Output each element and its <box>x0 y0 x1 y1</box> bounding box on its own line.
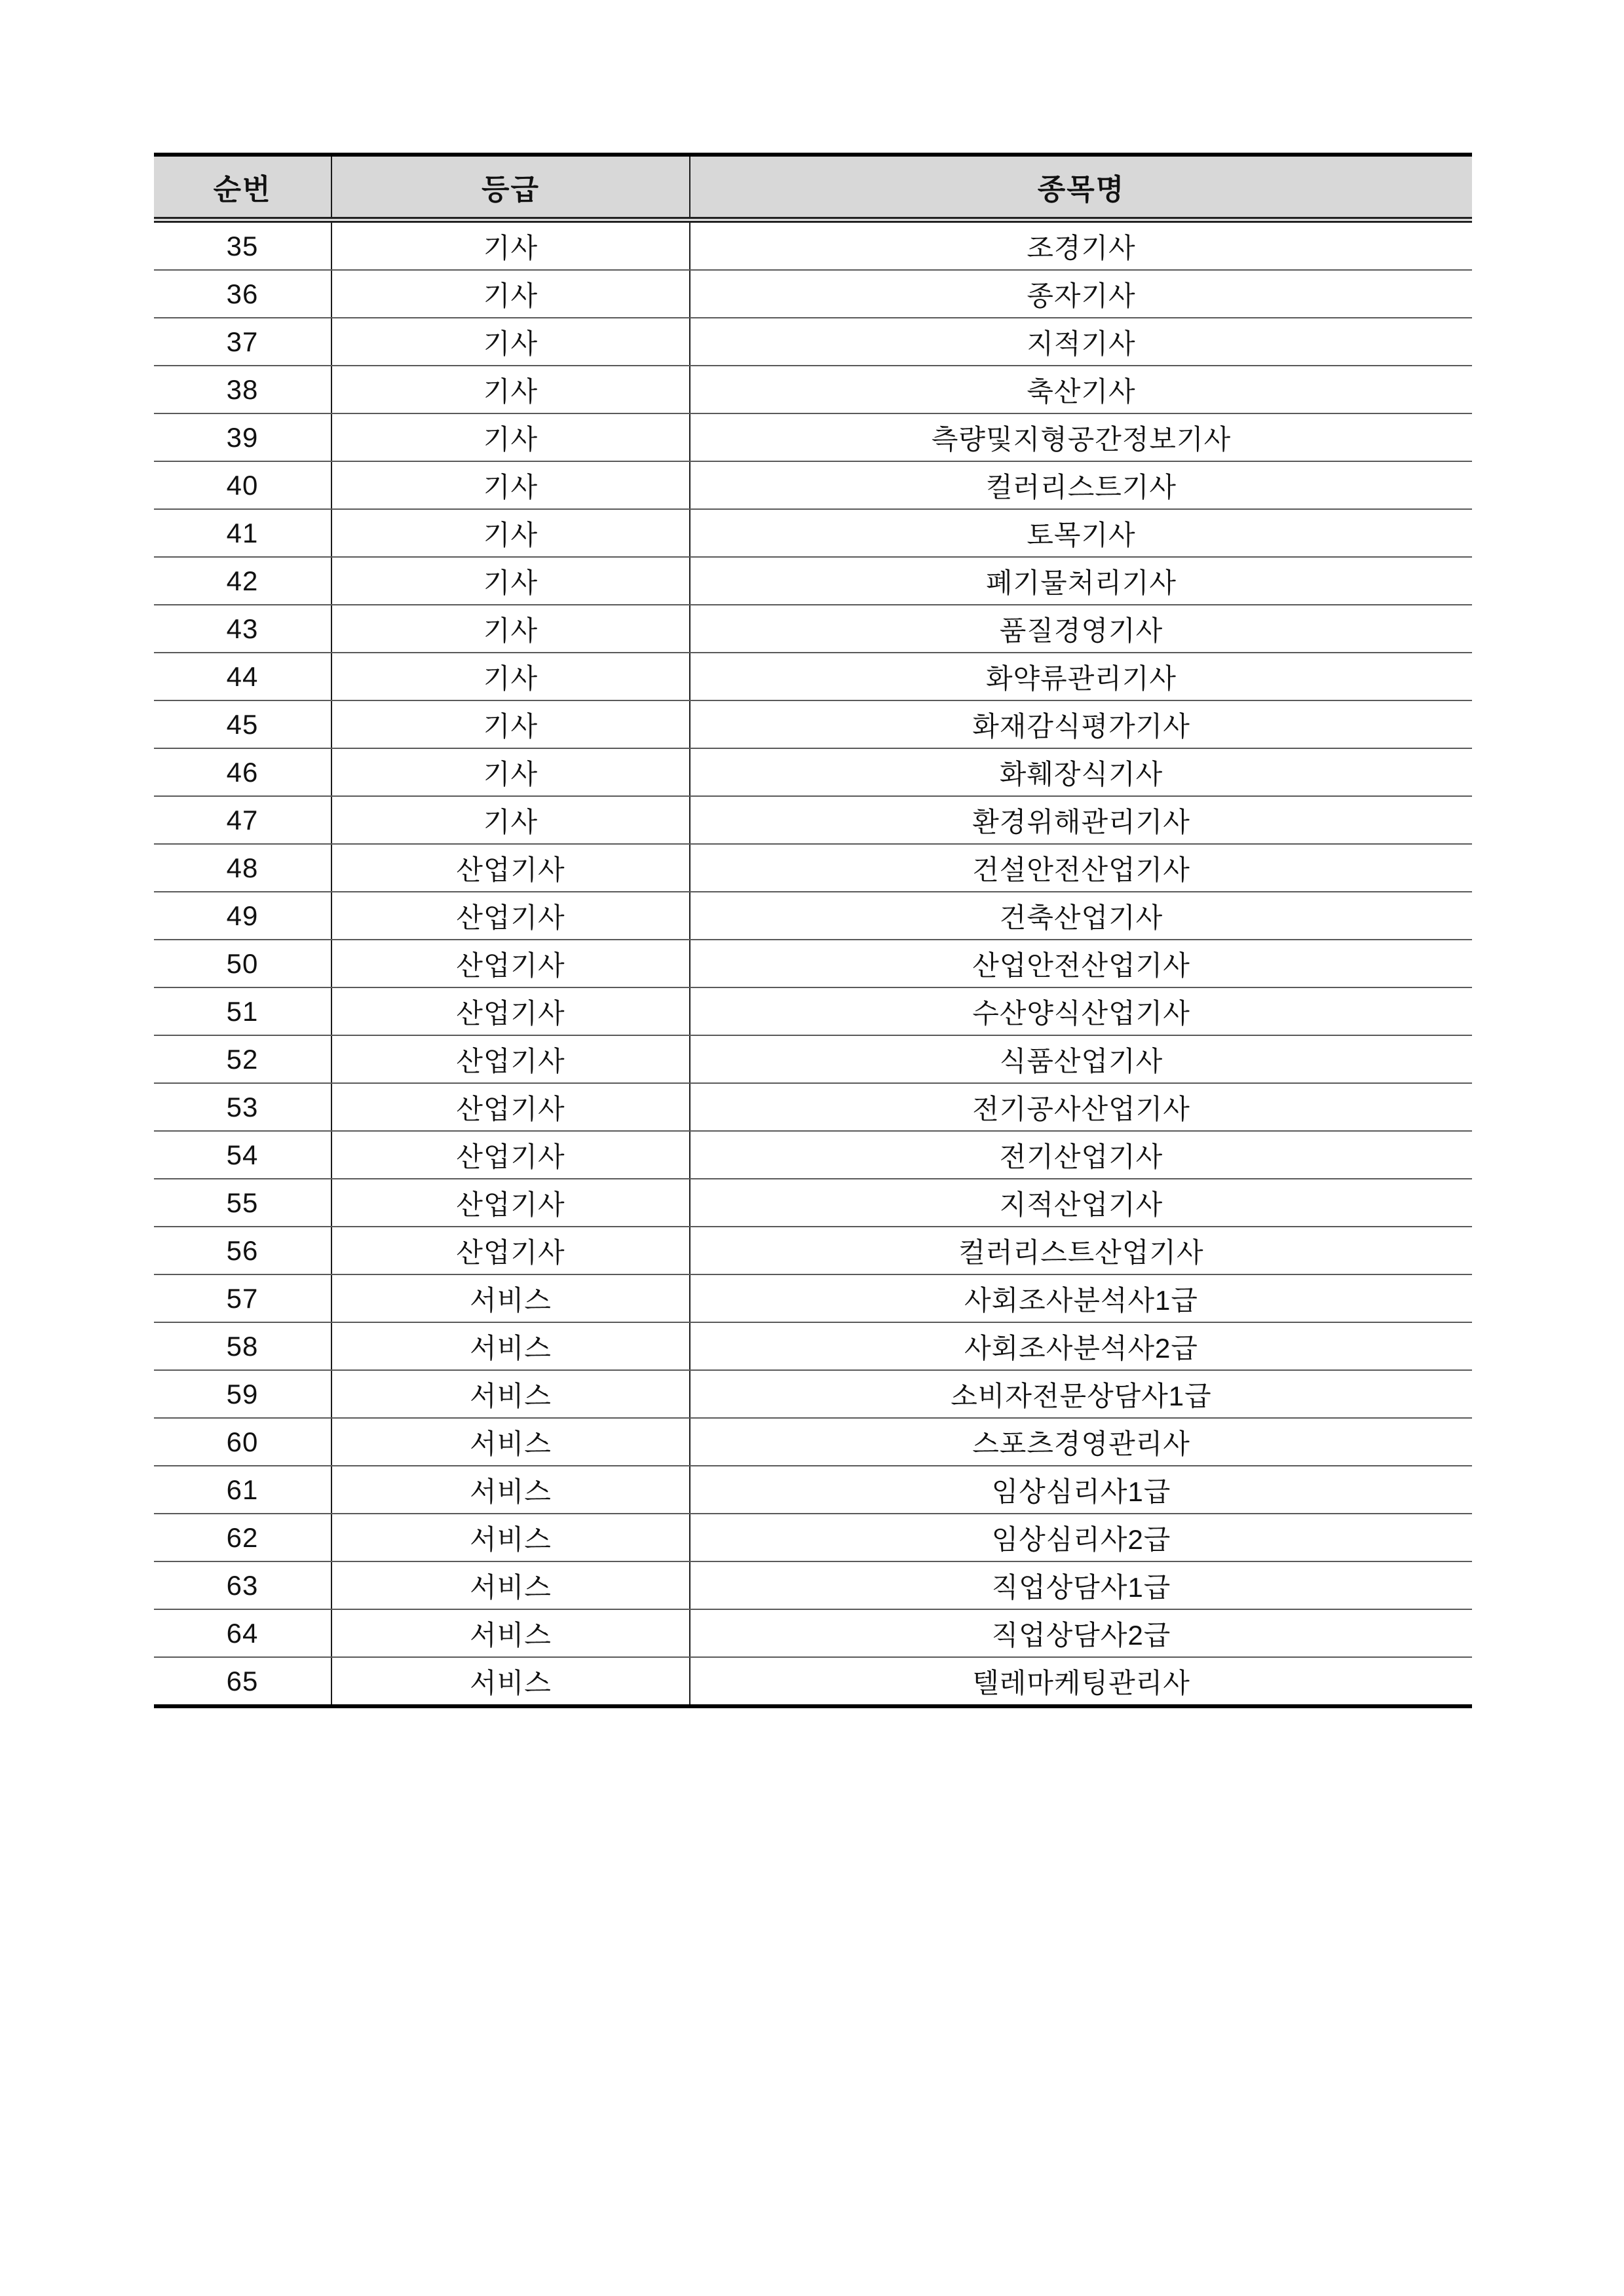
cell-grade: 기사 <box>331 605 690 653</box>
cell-grade: 서비스 <box>331 1609 690 1657</box>
cell-no: 36 <box>154 270 331 318</box>
cell-grade: 기사 <box>331 748 690 796</box>
table-row <box>154 748 1472 796</box>
table-row <box>154 1514 1472 1561</box>
cell-name: 산업안전산업기사 <box>690 940 1472 987</box>
cell-name: 직업상담사2급 <box>690 1609 1472 1657</box>
cell-no: 59 <box>154 1370 331 1418</box>
cell-name: 건설안전산업기사 <box>690 844 1472 892</box>
cell-grade: 산업기사 <box>331 940 690 987</box>
cell-name: 컬러리스트산업기사 <box>690 1227 1472 1274</box>
table-row <box>154 1657 1472 1706</box>
table-row <box>154 844 1472 892</box>
cell-no: 37 <box>154 318 331 366</box>
cell-no: 45 <box>154 700 331 748</box>
cell-grade: 기사 <box>331 557 690 605</box>
column-header-name: 종목명 <box>690 155 1472 220</box>
cell-no: 55 <box>154 1179 331 1227</box>
table-body <box>154 220 1472 1707</box>
cell-no: 43 <box>154 605 331 653</box>
cell-grade: 서비스 <box>331 1466 690 1514</box>
cell-name: 임상심리사2급 <box>690 1514 1472 1561</box>
cell-name: 스포츠경영관리사 <box>690 1418 1472 1466</box>
cell-name: 품질경영기사 <box>690 605 1472 653</box>
cell-no: 48 <box>154 844 331 892</box>
cell-no: 47 <box>154 796 331 844</box>
cell-name: 소비자전문상담사1급 <box>690 1370 1472 1418</box>
cell-name: 지적기사 <box>690 318 1472 366</box>
cell-name: 폐기물처리기사 <box>690 557 1472 605</box>
cell-no: 60 <box>154 1418 331 1466</box>
cell-grade: 서비스 <box>331 1418 690 1466</box>
table-row <box>154 940 1472 987</box>
cell-grade: 서비스 <box>331 1274 690 1322</box>
table-row <box>154 413 1472 461</box>
table-row <box>154 987 1472 1035</box>
cell-no: 63 <box>154 1561 331 1609</box>
cell-grade: 기사 <box>331 700 690 748</box>
cell-no: 61 <box>154 1466 331 1514</box>
cell-grade: 기사 <box>331 413 690 461</box>
cell-grade: 산업기사 <box>331 1227 690 1274</box>
cell-name: 조경기사 <box>690 220 1472 271</box>
table-row <box>154 220 1472 271</box>
cell-no: 41 <box>154 509 331 557</box>
cell-no: 50 <box>154 940 331 987</box>
table-row <box>154 653 1472 700</box>
table-row <box>154 1179 1472 1227</box>
cell-name: 토목기사 <box>690 509 1472 557</box>
cell-no: 44 <box>154 653 331 700</box>
cell-grade: 서비스 <box>331 1657 690 1706</box>
table-row <box>154 700 1472 748</box>
cell-no: 58 <box>154 1322 331 1370</box>
cell-name: 축산기사 <box>690 366 1472 413</box>
cell-name: 화훼장식기사 <box>690 748 1472 796</box>
cell-no: 46 <box>154 748 331 796</box>
qualification-table <box>154 153 1472 1708</box>
cell-name: 화재감식평가기사 <box>690 700 1472 748</box>
cell-name: 지적산업기사 <box>690 1179 1472 1227</box>
table-row <box>154 557 1472 605</box>
cell-grade: 서비스 <box>331 1322 690 1370</box>
table-row <box>154 366 1472 413</box>
table-row <box>154 461 1472 509</box>
cell-grade: 산업기사 <box>331 1131 690 1179</box>
cell-grade: 기사 <box>331 220 690 271</box>
column-header-grade: 등급 <box>331 155 690 220</box>
cell-name: 전기공사산업기사 <box>690 1083 1472 1131</box>
cell-name: 직업상담사1급 <box>690 1561 1472 1609</box>
cell-grade: 기사 <box>331 509 690 557</box>
cell-no: 42 <box>154 557 331 605</box>
cell-grade: 기사 <box>331 461 690 509</box>
table-row <box>154 1466 1472 1514</box>
cell-name: 종자기사 <box>690 270 1472 318</box>
table-header-row <box>154 155 1472 220</box>
cell-no: 62 <box>154 1514 331 1561</box>
cell-grade: 산업기사 <box>331 1083 690 1131</box>
table-row <box>154 1561 1472 1609</box>
table-row <box>154 892 1472 940</box>
cell-name: 컬러리스트기사 <box>690 461 1472 509</box>
cell-name: 텔레마케팅관리사 <box>972 1667 1190 1698</box>
table-row <box>154 605 1472 653</box>
table-row <box>154 1035 1472 1083</box>
cell-grade: 산업기사 <box>331 1179 690 1227</box>
table-row <box>154 1418 1472 1466</box>
cell-no: 39 <box>154 413 331 461</box>
cell-no: 51 <box>154 987 331 1035</box>
cell-name: 화약류관리기사 <box>690 653 1472 700</box>
cell-no: 57 <box>154 1274 331 1322</box>
cell-no: 52 <box>154 1035 331 1083</box>
table-row <box>154 1083 1472 1131</box>
cell-grade: 산업기사 <box>331 892 690 940</box>
table-row <box>154 1370 1472 1418</box>
column-header-no: 순번 <box>154 155 331 220</box>
cell-grade: 산업기사 <box>331 1035 690 1083</box>
cell-name: 식품산업기사 <box>690 1035 1472 1083</box>
cell-grade: 서비스 <box>331 1514 690 1561</box>
cell-name: 사회조사분석사1급 <box>690 1274 1472 1322</box>
cell-no: 64 <box>154 1609 331 1657</box>
cell-no: 54 <box>154 1131 331 1179</box>
cell-grade: 서비스 <box>331 1370 690 1418</box>
cell-name: 수산양식산업기사 <box>690 987 1472 1035</box>
cell-no: 56 <box>154 1227 331 1274</box>
cell-name: 임상심리사1급 <box>690 1466 1472 1514</box>
cell-grade: 기사 <box>331 318 690 366</box>
cell-no: 49 <box>154 892 331 940</box>
cell-name: 건축산업기사 <box>690 892 1472 940</box>
cell-grade: 산업기사 <box>331 987 690 1035</box>
table-row <box>154 1322 1472 1370</box>
cell-name: 측량및지형공간정보기사 <box>690 413 1472 461</box>
cell-name: 전기산업기사 <box>690 1131 1472 1179</box>
cell-grade: 기사 <box>331 270 690 318</box>
cell-grade: 기사 <box>331 796 690 844</box>
table-row <box>154 270 1472 318</box>
table-row <box>154 1609 1472 1657</box>
cell-no: 40 <box>154 461 331 509</box>
cell-grade: 서비스 <box>331 1561 690 1609</box>
table-row <box>154 1227 1472 1274</box>
cell-name: 사회조사분석사2급 <box>690 1322 1472 1370</box>
cell-no: 65 <box>154 1657 331 1706</box>
cell-no: 38 <box>154 366 331 413</box>
cell-grade: 산업기사 <box>331 844 690 892</box>
cell-name: 환경위해관리기사 <box>690 796 1472 844</box>
cell-no: 53 <box>154 1083 331 1131</box>
table-row <box>154 509 1472 557</box>
table-row <box>154 1274 1472 1322</box>
table-row <box>154 318 1472 366</box>
cell-grade: 기사 <box>331 366 690 413</box>
table-row <box>154 1131 1472 1179</box>
table-row <box>154 796 1472 844</box>
cell-grade: 기사 <box>331 653 690 700</box>
cell-no: 35 <box>154 220 331 271</box>
